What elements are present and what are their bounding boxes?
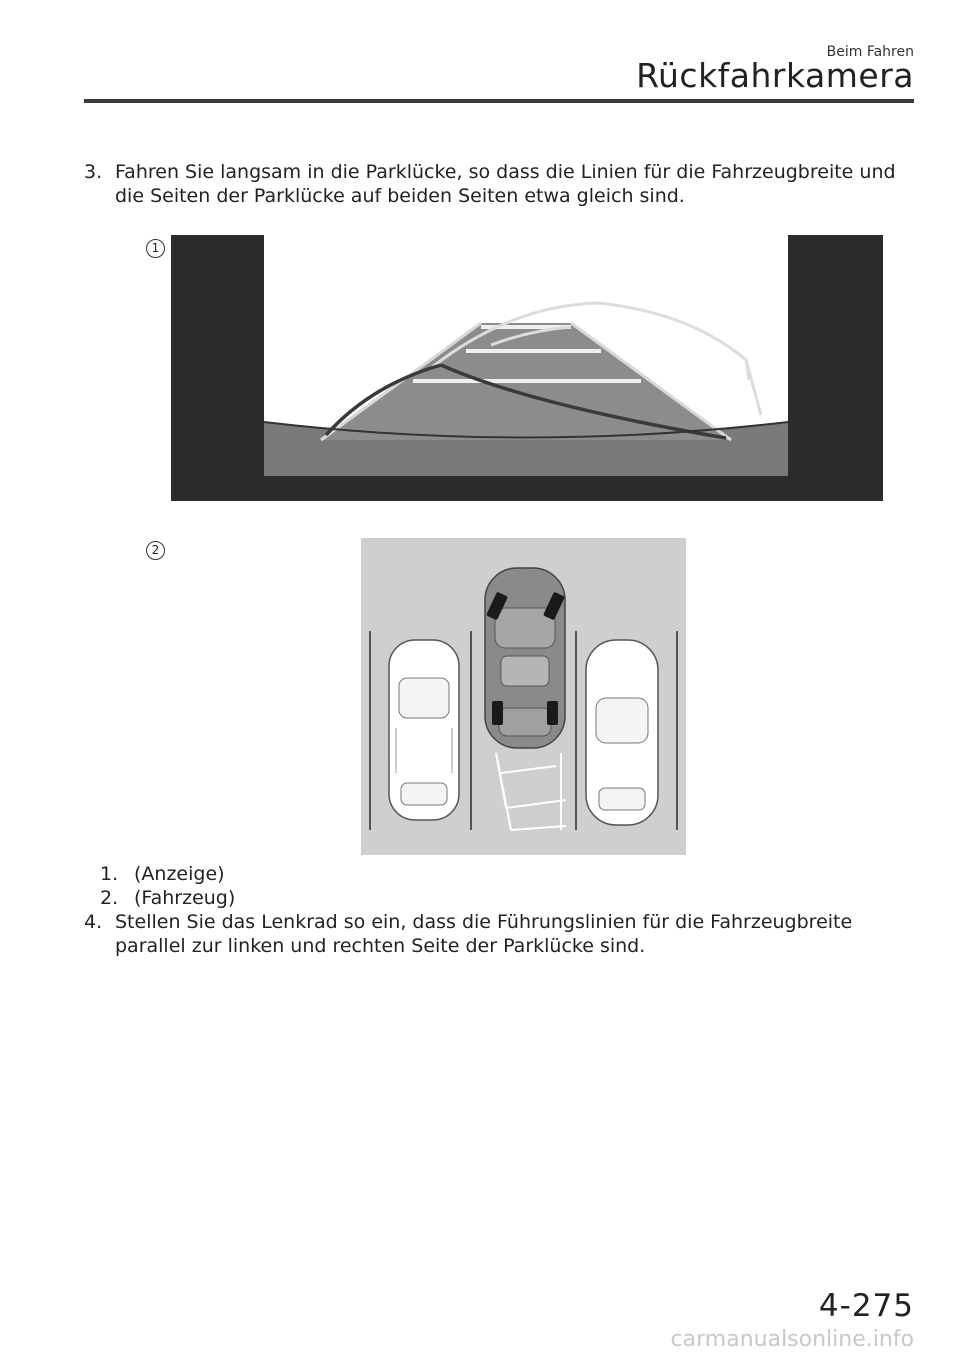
vehicle-top-view-illustration bbox=[361, 538, 686, 855]
parked-car-left bbox=[389, 640, 459, 820]
page-title: Rückfahrkamera bbox=[636, 56, 914, 95]
step-text: Fahren Sie langsam in die Parklücke, so dass die Linien für die Fahrzeugbreite und die Seiten der Parklücke auf beiden Seiten etwa gleich sind. bbox=[115, 161, 896, 207]
reversing-car bbox=[485, 568, 565, 748]
legend-label: (Anzeige) bbox=[134, 863, 225, 885]
legend-label: (Fahrzeug) bbox=[134, 887, 236, 909]
legend-number: 1. bbox=[100, 863, 119, 885]
legend-number: 2. bbox=[100, 887, 119, 909]
callout-1: 1 bbox=[146, 239, 165, 258]
callout-2: 2 bbox=[146, 541, 165, 560]
step-number: 4. bbox=[84, 911, 103, 933]
step-4 bbox=[84, 910, 924, 958]
step-text: Stellen Sie das Lenkrad so ein, dass die Führungslinien für die Fahrzeugbreite parallel zur linken und rechten Seite der Parklücke sind. bbox=[115, 911, 853, 957]
parked-car-right bbox=[586, 640, 658, 825]
step-number: 3. bbox=[84, 161, 103, 183]
header-divider bbox=[84, 99, 914, 103]
page-number: 4-275 bbox=[818, 1288, 914, 1324]
legend-item-2 bbox=[100, 886, 235, 910]
watermark-text: carmanualsonline.info bbox=[670, 1327, 914, 1352]
step-3 bbox=[84, 160, 924, 208]
legend-item-1 bbox=[100, 862, 225, 886]
camera-display-illustration bbox=[171, 235, 883, 501]
section-title: Beim Fahren bbox=[826, 44, 914, 60]
